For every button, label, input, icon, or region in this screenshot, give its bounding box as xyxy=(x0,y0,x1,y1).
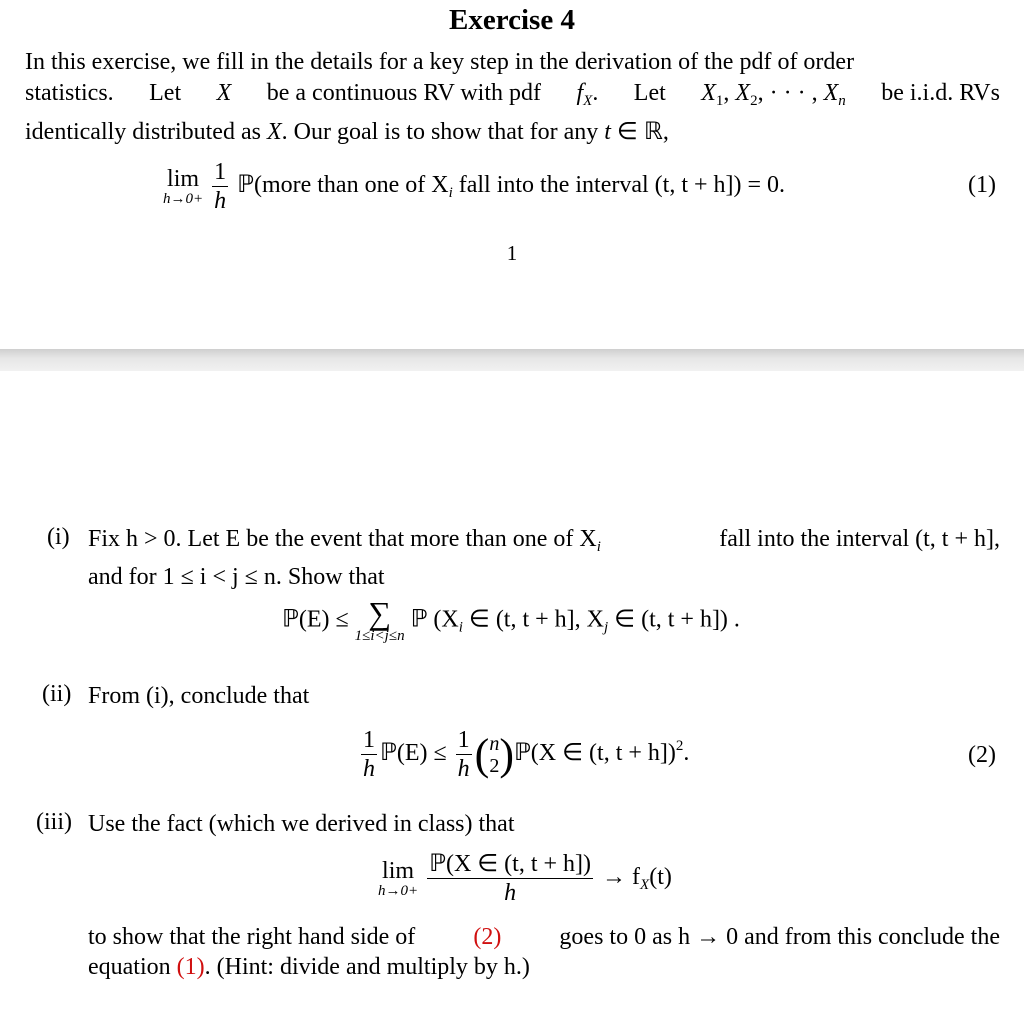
item-iii-conclusion: to show that the right hand side of (2) goes to 0 as h → 0 and from this conclude the equation (1). (Hint: divide and multiply by h.) xyxy=(88,924,1000,980)
item-i-text: Fix h > 0. Let E be the event that more than one of $X_i$ fall into the interval (t, t + h], and for 1 ≤ i < j ≤ n. Show that xyxy=(88,526,1000,590)
limit-fact: lim h→0+ $\frac{\text{ℙ(X ∈ (t, t + h])}}{h}$ → $f_X(t)$ xyxy=(378,851,672,906)
equation-1-number: (1) xyxy=(968,172,996,198)
page-top xyxy=(0,0,1024,349)
ref-equation-1[interactable]: (1) xyxy=(176,954,205,980)
item-iii-text: Use the fact (which we derived in class) that xyxy=(88,811,515,837)
intro-line-2: statistics. Let X be a continuous RV with pdf $f_X$. Let $X_1$, $X_2$, · · · , $X_n$ be i.i.d. RVs xyxy=(25,80,1000,109)
equation-1: lim h→0+ $\frac{1}{h}$ ℙ(more than one of $X_i$ fall into the interval (t, t + h]) = 0. xyxy=(163,159,786,214)
page-number: 1 xyxy=(506,241,518,265)
intro-line-3: identically distributed as X . Our goal is to show that for any t ∈ ℝ, xyxy=(25,119,669,145)
ref-equation-2[interactable]: (2) xyxy=(473,924,502,950)
exercise-title: Exercise 4 xyxy=(449,4,575,36)
item-ii-label: (ii) xyxy=(42,681,72,707)
sum-symbol: ∑ 1≤i<j≤n xyxy=(354,595,405,644)
intro-line-1: In this exercise, we fill in the details for a key step in the derivation of the pdf of order xyxy=(25,49,855,75)
item-iii-label: (iii) xyxy=(36,809,72,835)
page-separator xyxy=(0,349,1024,371)
intro-paragraph xyxy=(25,47,1000,148)
equation-2: $\frac{1}{h}$ ℙ(E) ≤ $\frac{1}{h}$ ( n 2 )ℙ(X ∈ (t, t + h])$^2$. xyxy=(363,727,690,782)
inequality-i: ℙ(E) ≤ ∑ 1≤i<j≤n ℙ ($X_i$ ∈ (t, t + h], $X_j$ ∈ (t, t + h]) . xyxy=(282,595,740,644)
equation-2-number: (2) xyxy=(968,742,996,768)
item-i-label: (i) xyxy=(47,524,70,550)
item-ii-text: From (i), conclude that xyxy=(88,683,310,709)
